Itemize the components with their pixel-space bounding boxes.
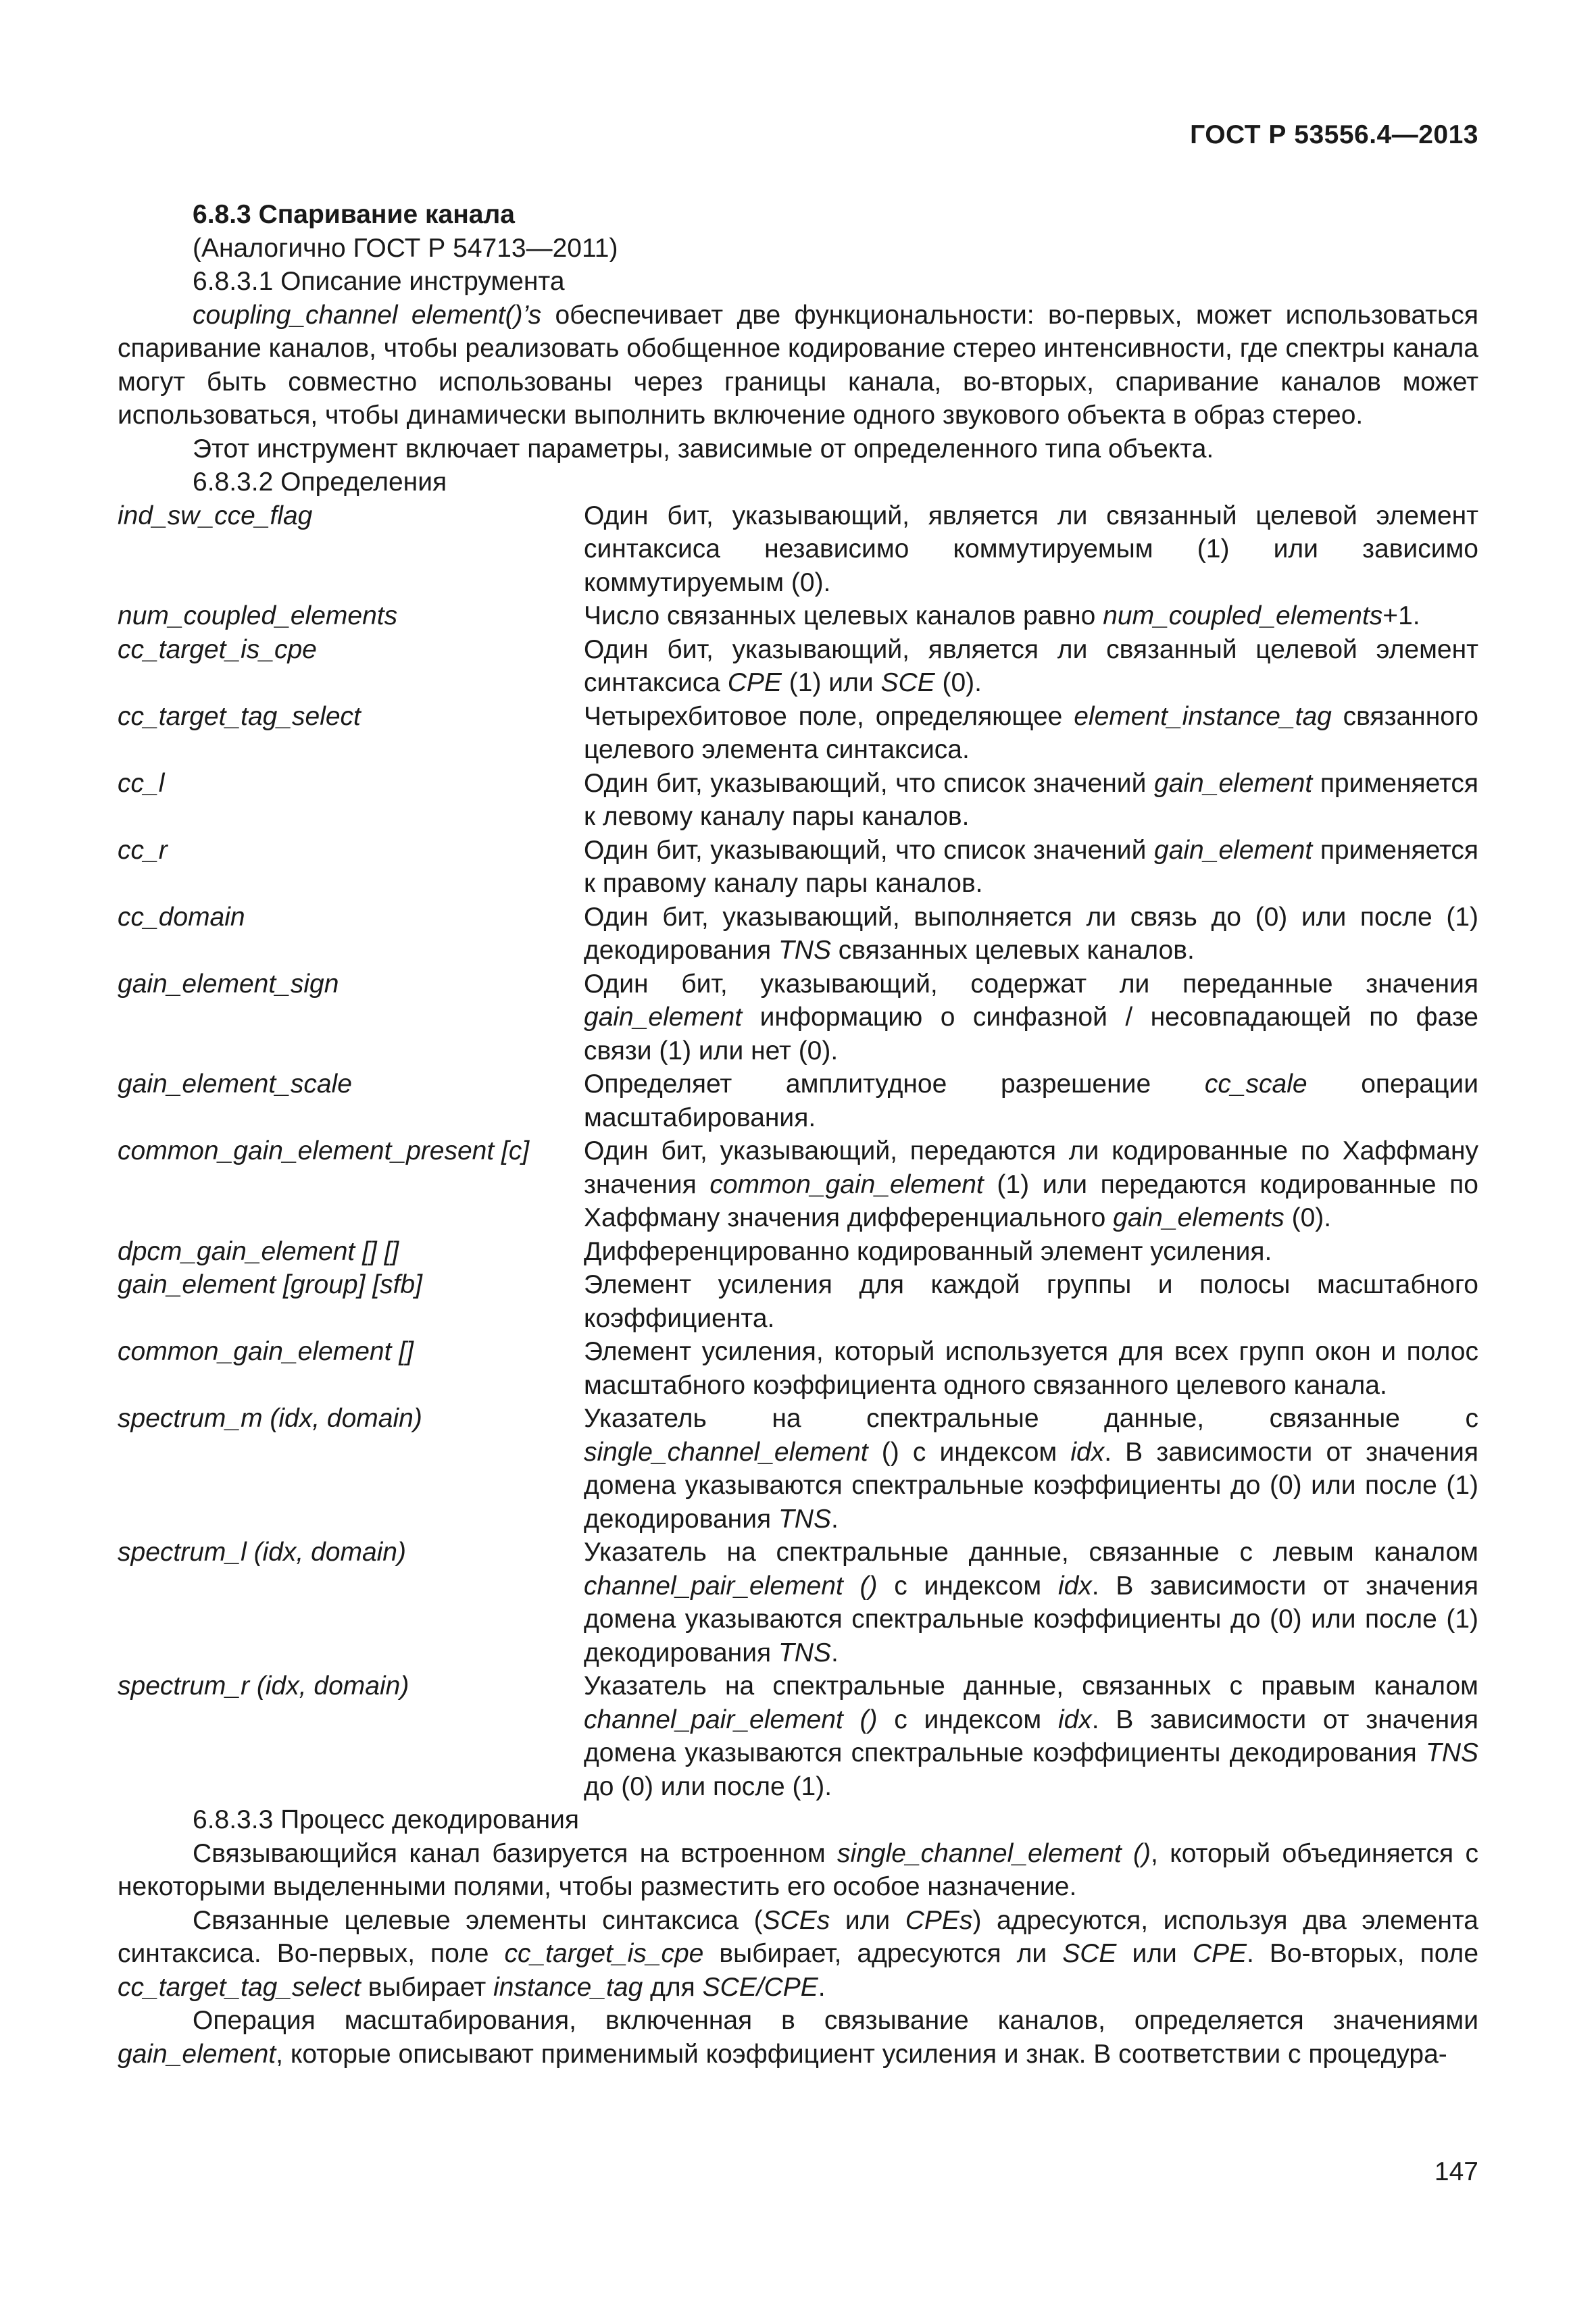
italic-term: channel_pair_element () xyxy=(584,1571,878,1601)
text-run: () с индексом xyxy=(868,1437,1071,1467)
definition-row xyxy=(118,1402,1478,1536)
text-run: (0). xyxy=(1284,1203,1332,1232)
definition-description xyxy=(584,901,1478,967)
text-run: Число связанных целевых каналов равно xyxy=(584,601,1103,630)
italic-term: cc_target_tag_select xyxy=(118,1972,361,2002)
text-run: Элемент усиления для каждой группы и полосы масштабного коэффициента. xyxy=(584,1270,1478,1333)
definition-description xyxy=(584,1268,1478,1335)
definition-description xyxy=(584,767,1478,834)
text-run: Связывающийся канал базируется на встроенном xyxy=(193,1838,838,1868)
italic-term: TNS xyxy=(1426,1738,1478,1767)
definition-term: common_gain_element_present [c] xyxy=(118,1136,530,1165)
definition-description xyxy=(584,967,1478,1068)
italic-term: cc_scale xyxy=(1204,1070,1307,1099)
decoding-paragraph xyxy=(118,1904,1478,2005)
definition-term: ind_sw_cce_flag xyxy=(118,501,313,530)
text-run: ) адресуются, используя два элемента синтаксиса. Во-первых, поле xyxy=(118,1905,1479,1968)
text-run: связанных целевых каналов. xyxy=(830,936,1195,965)
section-title: 6.8.3 Спаривание канала xyxy=(193,200,515,229)
text-run: Элемент усиления, который используется для всех групп окон и полос масштабного коэффициента одного связанного целевого канала. xyxy=(584,1337,1478,1400)
italic-term: idx xyxy=(1057,1705,1092,1734)
definition-term: cc_domain xyxy=(118,902,245,932)
definition-term: cc_target_is_cpe xyxy=(118,634,317,664)
text-run: выбирает, адресуются ли xyxy=(703,1939,1063,1968)
subsection-title-tool: 6.8.3.1 Описание инструмента xyxy=(193,267,565,296)
italic-term: idx xyxy=(1070,1437,1105,1467)
definition-row xyxy=(118,499,1478,600)
text-run: Операция масштабирования, включенная в связывание каналов, определяется значениями xyxy=(193,2006,1478,2035)
definition-row xyxy=(118,1235,1478,1269)
text-run: . В зависимости от значения домена указываются спектральные коэффициенты до (0) или после (1) декодирования xyxy=(584,1571,1479,1667)
text-run: . xyxy=(818,1972,826,2002)
text-run: для xyxy=(643,1972,703,2002)
italic-term: gain_elements xyxy=(1113,1203,1285,1232)
text-run: Один бит, указывающий, является ли связанный целевой элемент синтаксиса xyxy=(584,634,1478,697)
definition-term: spectrum_m (idx, domain) xyxy=(118,1404,422,1433)
definition-term: cc_target_tag_select xyxy=(118,701,361,731)
italic-term: cc_target_is_cpe xyxy=(504,1939,704,1968)
definition-term: cc_l xyxy=(118,768,165,798)
definition-row xyxy=(118,834,1478,901)
page-content xyxy=(118,198,1478,2071)
definition-row xyxy=(118,1134,1478,1235)
definition-row xyxy=(118,599,1478,633)
text-run: Один бит, указывающий, что список значений xyxy=(584,768,1155,798)
tool-description xyxy=(118,299,1478,432)
tool-description-text: обеспечивает две функциональности: во-первых, может использоваться спаривание каналов, чтобы реализовать обобщенное кодирование стерео интенсивности, где спектры канала могут быть совместно использованы через границы канала, во-вторых, спаривание каналов может использоваться, чтобы динамически выполнить включение одного звукового объекта в образ стерео. xyxy=(118,300,1478,430)
italic-term: gain_element xyxy=(1154,768,1313,798)
definition-description xyxy=(584,499,1478,600)
text-run: Указатель на спектральные данные, связанные с xyxy=(584,1404,1478,1433)
definition-row xyxy=(118,1536,1478,1669)
definition-term: dpcm_gain_element [] [] xyxy=(118,1236,399,1266)
text-run: , которые описывают применимый коэффициент усиления и знак. В соответствии с процедура- xyxy=(276,2039,1447,2069)
text-run: , который объединяется с некоторыми выделенными полями, чтобы разместить его особое назначение. xyxy=(118,1838,1479,1901)
italic-term: instance_tag xyxy=(493,1972,643,2002)
text-run: Дифференцированно кодированный элемент усиления. xyxy=(584,1236,1272,1266)
definition-description xyxy=(584,700,1478,767)
text-run: Указатель на спектральные данные, связанные с левым каналом xyxy=(584,1538,1478,1567)
definition-description xyxy=(584,834,1478,901)
definition-description xyxy=(584,1536,1478,1669)
text-run: Один бит, указывающий, выполняется ли связь до (0) или после (1) декодирования xyxy=(584,902,1478,965)
italic-term: SCE/CPE xyxy=(702,1972,818,2002)
definition-row xyxy=(118,767,1478,834)
definition-description xyxy=(584,1235,1478,1269)
italic-term: CPEs xyxy=(905,1905,973,1935)
text-run: выбирает xyxy=(360,1972,494,2002)
parameters-paragraph: Этот инструмент включает параметры, зависимые от определенного типа объекта. xyxy=(193,434,1214,463)
italic-term: TNS xyxy=(778,1638,831,1667)
text-run: Указатель на спектральные данные, связанных с правым каналом xyxy=(584,1671,1478,1701)
italic-term: single_channel_element xyxy=(584,1437,868,1467)
decoding-paragraph xyxy=(118,2004,1478,2071)
text-run: (1) или xyxy=(781,668,881,697)
definition-row xyxy=(118,1067,1478,1134)
definitions-table xyxy=(118,499,1478,1804)
definition-term: spectrum_l (idx, domain) xyxy=(118,1538,406,1567)
definition-term: num_coupled_elements xyxy=(118,601,398,630)
text-run: . xyxy=(830,1504,839,1534)
text-run: информацию о синфазной / несовпадающей по фазе связи (1) или нет (0). xyxy=(584,1003,1478,1065)
text-run: связанного целевого элемента синтаксиса. xyxy=(584,701,1478,764)
italic-term: CPE xyxy=(727,668,782,697)
definition-row xyxy=(118,700,1478,767)
italic-term: CPE xyxy=(1192,1939,1247,1968)
subsection-title-decoding: 6.8.3.3 Процесс декодирования xyxy=(193,1805,580,1834)
italic-term: channel_pair_element () xyxy=(584,1705,878,1734)
italic-term: idx xyxy=(1057,1571,1092,1601)
text-run: Один бит, указывающий, что список значений xyxy=(584,835,1155,865)
definition-description xyxy=(584,1134,1478,1235)
text-run: (0). xyxy=(934,668,982,697)
italic-term: num_coupled_elements xyxy=(1103,601,1383,630)
italic-term: common_gain_element xyxy=(709,1169,984,1199)
page-number: 147 xyxy=(1434,2157,1478,2186)
definition-row xyxy=(118,1669,1478,1803)
text-run: . xyxy=(830,1638,839,1667)
text-run: (1) или передаются кодированные по Хаффману значения дифференциального xyxy=(584,1169,1478,1232)
text-run: или xyxy=(1116,1939,1193,1968)
definition-term: gain_element_sign xyxy=(118,969,339,999)
tool-description-term: coupling_channel element()’s xyxy=(193,300,542,330)
italic-term: gain_element xyxy=(584,1003,743,1032)
text-run: Определяет амплитудное разрешение xyxy=(584,1070,1205,1099)
definition-row xyxy=(118,967,1478,1068)
text-run: Один бит, указывающий, является ли связанный целевой элемент синтаксиса независимо коммутируемым (1) или зависимо коммутируемым (0). xyxy=(584,501,1478,597)
text-run: . В зависимости от значения домена указываются спектральные коэффициенты декодирования xyxy=(584,1705,1479,1767)
text-run: до (0) или после (1). xyxy=(584,1771,832,1801)
definition-term: gain_element [group] [sfb] xyxy=(118,1270,422,1299)
text-run: Четырехбитовое поле, определяющее xyxy=(584,701,1074,731)
italic-term: element_instance_tag xyxy=(1074,701,1332,731)
definition-description xyxy=(584,1402,1478,1536)
subsection-title-definitions: 6.8.3.2 Определения xyxy=(193,468,447,497)
definition-term: gain_element_scale xyxy=(118,1070,352,1099)
definition-description xyxy=(584,1335,1478,1402)
definition-term: cc_r xyxy=(118,835,168,865)
text-run: применяется к левому каналу пары каналов. xyxy=(584,768,1479,831)
decoding-text xyxy=(118,1837,1478,2071)
definition-row xyxy=(118,1335,1478,1402)
definition-description xyxy=(584,1067,1478,1134)
italic-term: gain_element xyxy=(1154,835,1313,865)
text-run: Один бит, указывающий, передаются ли кодированные по Хаффману значения xyxy=(584,1136,1478,1199)
text-run: +1. xyxy=(1382,601,1420,630)
italic-term: TNS xyxy=(778,1504,831,1534)
text-run: Связанные целевые элементы синтаксиса ( xyxy=(193,1905,763,1935)
text-run: с индексом xyxy=(877,1705,1058,1734)
standard-header: ГОСТ Р 53556.4—2013 xyxy=(1190,120,1478,149)
definition-description xyxy=(584,633,1478,700)
text-run: операции масштабирования. xyxy=(584,1070,1479,1132)
definition-row xyxy=(118,901,1478,967)
text-run: применяется к правому каналу пары каналов. xyxy=(584,835,1479,898)
text-run: Один бит, указывающий, содержат ли переданные значения xyxy=(584,969,1478,999)
text-run: . Во-вторых, поле xyxy=(1247,1939,1479,1968)
definition-description xyxy=(584,599,1478,633)
definition-term: spectrum_r (idx, domain) xyxy=(118,1671,409,1701)
definition-row xyxy=(118,633,1478,700)
italic-term: TNS xyxy=(778,936,831,965)
definition-description xyxy=(584,1669,1478,1803)
text-run: или xyxy=(830,1905,905,1935)
text-run: . В зависимости от значения домена указываются спектральные коэффициенты до (0) или после (1) декодирования xyxy=(584,1437,1478,1534)
italic-term: SCE xyxy=(1062,1939,1117,1968)
italic-term: single_channel_element () xyxy=(837,1838,1151,1868)
italic-term: SCEs xyxy=(762,1905,830,1935)
italic-term: SCE xyxy=(880,668,935,697)
definition-row xyxy=(118,1268,1478,1335)
text-run: с индексом xyxy=(877,1571,1058,1601)
section-note: (Аналогично ГОСТ Р 54713—2011) xyxy=(193,233,618,263)
decoding-paragraph xyxy=(118,1837,1478,1904)
definition-term: common_gain_element [] xyxy=(118,1337,414,1366)
italic-term: gain_element xyxy=(118,2039,276,2069)
